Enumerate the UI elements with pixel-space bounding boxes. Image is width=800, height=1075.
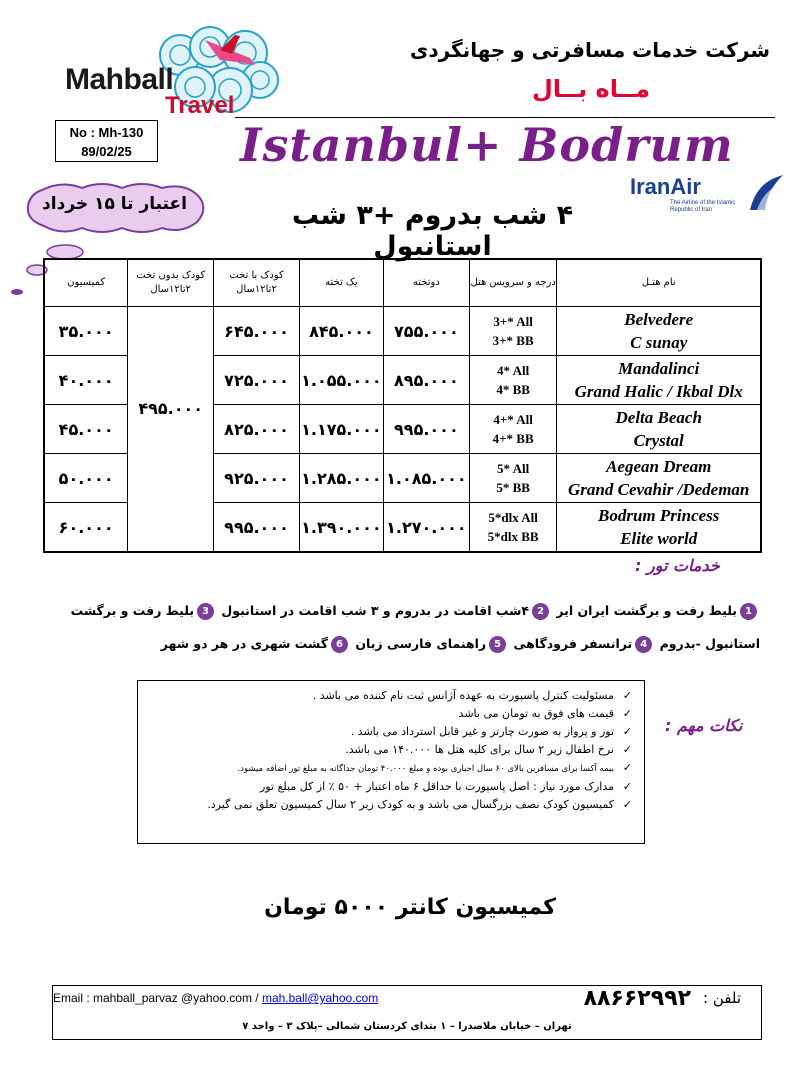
service-number: 6 <box>331 636 348 653</box>
services-row-1 <box>60 603 760 620</box>
homa-bird-icon <box>745 170 785 215</box>
airline-tagline: The Airline of the Islamic Republic of Iran <box>670 200 736 213</box>
company-title: شرکت خدمات مسافرتی و جهانگردی <box>410 38 770 62</box>
phone-number: ۸۸۶۶۲۹۹۲ <box>583 986 691 1011</box>
table-row <box>44 307 761 356</box>
commission-cell: ۵۰.۰۰۰ <box>44 454 128 503</box>
single-cell: ۱.۲۸۵.۰۰۰ <box>299 454 383 503</box>
logo-main-text: Mahball <box>65 63 174 96</box>
airline-name: IranAir <box>630 174 701 199</box>
commission-cell: ۴۵.۰۰۰ <box>44 405 128 454</box>
hotel-cell: Aegean Dream Grand Cevahir /Dedeman <box>557 454 761 503</box>
logo-sub-text: Travel <box>165 92 235 119</box>
note-item: ✓مسئولیت کنترل پاسپورت به عهده آژانس ثبت نام کننده می باشد . <box>138 687 632 705</box>
airline-logo <box>630 170 780 220</box>
airplane-icon <box>200 30 260 75</box>
checkmark-icon: ✓ <box>622 761 632 774</box>
grade-cell: 5* All 5* BB <box>469 454 557 503</box>
grade-cell: 5*dlx All 5*dlx BB <box>469 503 557 553</box>
single-cell: ۱.۰۵۵.۰۰۰ <box>299 356 383 405</box>
col-double: دوتخته <box>383 259 469 307</box>
child-bed-cell: ۸۲۵.۰۰۰ <box>214 405 300 454</box>
email-link[interactable]: mah.ball@yahoo.com <box>261 991 379 1005</box>
col-commission: کمیسیون <box>44 259 128 307</box>
hotel-cell: Mandalinci Grand Halic / Ikbal Dlx <box>557 356 761 405</box>
validity-badge <box>22 180 207 235</box>
commission-cell: ۶۰.۰۰۰ <box>44 503 128 553</box>
col-hotel: نام هتـل <box>557 259 761 307</box>
col-grade: درجه و سرویس هتل <box>469 259 557 307</box>
note-item: ✓مدارک مورد نیاز : اصل پاسپورت با حداقل ۶ ماه اعتبار + ۵۰ ٪ از کل مبلغ تور <box>138 778 632 796</box>
commission-cell: ۴۰.۰۰۰ <box>44 356 128 405</box>
single-cell: ۱.۱۷۵.۰۰۰ <box>299 405 383 454</box>
reference-box <box>55 120 158 162</box>
address: تهران – خیابان ملاصدرا – ۱ بتدای کردستان شمالی –پلاک ۳ – واحد ۷ <box>242 1021 572 1032</box>
service-item: ۴شب اقامت در بدروم و ۳ شب اقامت در استانبول <box>221 603 530 618</box>
double-cell: ۱.۲۷۰.۰۰۰ <box>383 503 469 553</box>
grade-cell: 3+* All 3+* BB <box>469 307 557 356</box>
checkmark-icon: ✓ <box>622 725 632 738</box>
service-number: 4 <box>635 636 652 653</box>
grade-cell: 4* All 4* BB <box>469 356 557 405</box>
notes-box <box>137 680 645 844</box>
child-bed-cell: ۶۴۵.۰۰۰ <box>214 307 300 356</box>
price-table <box>43 258 762 553</box>
email-line <box>53 991 378 1005</box>
note-item: ✓نرخ اطفال زیر ۲ سال برای کلیه هتل ها ۱۴۰.۰۰۰ می باشد. <box>138 741 632 759</box>
footer <box>52 985 762 1040</box>
service-item: استانبول -بدروم <box>659 636 760 651</box>
col-single: یک تخته <box>299 259 383 307</box>
double-cell: ۱.۰۸۵.۰۰۰ <box>383 454 469 503</box>
service-number: 3 <box>197 603 214 620</box>
reference-number: No : Mh-130 <box>69 125 144 140</box>
service-item: گشت شهری در هر دو شهر <box>160 636 329 651</box>
phone-label: تلفن : <box>703 989 741 1007</box>
note-item: ✓بیمه آکسا برای مسافرین بالای ۶۰ سال اجباری بوده و مبلغ ۴۰.۰۰۰ تومان جداگانه به مبلغ تور اضافه میشود. <box>138 759 632 778</box>
checkmark-icon: ✓ <box>622 689 632 702</box>
checkmark-icon: ✓ <box>622 743 632 756</box>
service-item: راهنمای فارسی زبان <box>355 636 487 651</box>
service-number: 1 <box>740 603 757 620</box>
service-number: 2 <box>532 603 549 620</box>
logo <box>55 25 280 119</box>
grade-cell: 4+* All 4+* BB <box>469 405 557 454</box>
service-item: ترانسفر فرودگاهی <box>513 636 633 651</box>
notes-title: نکات مهم : <box>665 716 743 735</box>
double-cell: ۸۹۵.۰۰۰ <box>383 356 469 405</box>
col-child-nobed: کودک بدون تخت ۲تا۱۲سال <box>128 259 214 307</box>
child-bed-cell: ۹۲۵.۰۰۰ <box>214 454 300 503</box>
company-name: مــاه بــال <box>531 75 650 103</box>
commission-cell: ۳۵.۰۰۰ <box>44 307 128 356</box>
note-item: ✓کمیسیون کودک نصف بزرگسال می باشد و به کودک زیر ۲ سال کمیسیون تعلق نمی گیرد. <box>138 796 632 814</box>
service-number: 5 <box>489 636 506 653</box>
table-header-row <box>44 259 761 307</box>
note-item: ✓قیمت های فوق به تومان می باشد <box>138 705 632 723</box>
child-nobed-price: ۴۹۵.۰۰۰ <box>128 307 214 553</box>
single-cell: ۱.۳۹۰.۰۰۰ <box>299 503 383 553</box>
service-item: بلیط رفت و برگشت <box>70 603 195 618</box>
single-cell: ۸۴۵.۰۰۰ <box>299 307 383 356</box>
hotel-cell: Belvedere C sunay <box>557 307 761 356</box>
services-title: خدمات تور : <box>635 556 720 575</box>
child-bed-cell: ۷۲۵.۰۰۰ <box>214 356 300 405</box>
reference-date: 89/02/25 <box>81 144 132 159</box>
double-cell: ۷۵۵.۰۰۰ <box>383 307 469 356</box>
hotel-cell: Delta Beach Crystal <box>557 405 761 454</box>
email-text: Email : mahball_parvaz @yahoo.com / <box>53 991 259 1005</box>
double-cell: ۹۹۵.۰۰۰ <box>383 405 469 454</box>
note-item: ✓تور و پرواز به صورت چارتر و غیر قابل استرداد می باشد . <box>138 723 632 741</box>
tour-subtitle: ۴ شب بدروم +۳ شب استانبول <box>291 200 574 262</box>
service-item: بلیط رفت و برگشت ایران ایر <box>556 603 737 618</box>
hotel-cell: Bodrum Princess Elite world <box>557 503 761 553</box>
tour-title: Istanbul+ Bodrum <box>240 118 734 172</box>
child-bed-cell: ۹۹۵.۰۰۰ <box>214 503 300 553</box>
validity-text: اعتبار تا ۱۵ خرداد <box>42 194 187 214</box>
checkmark-icon: ✓ <box>622 798 632 811</box>
checkmark-icon: ✓ <box>622 780 632 793</box>
checkmark-icon: ✓ <box>622 707 632 720</box>
counter-commission: کمیسیون کانتر ۵۰۰۰ تومان <box>264 895 556 920</box>
services-row-2 <box>60 636 760 653</box>
col-child-bed: کودک با تخت ۲تا۱۲سال <box>214 259 300 307</box>
